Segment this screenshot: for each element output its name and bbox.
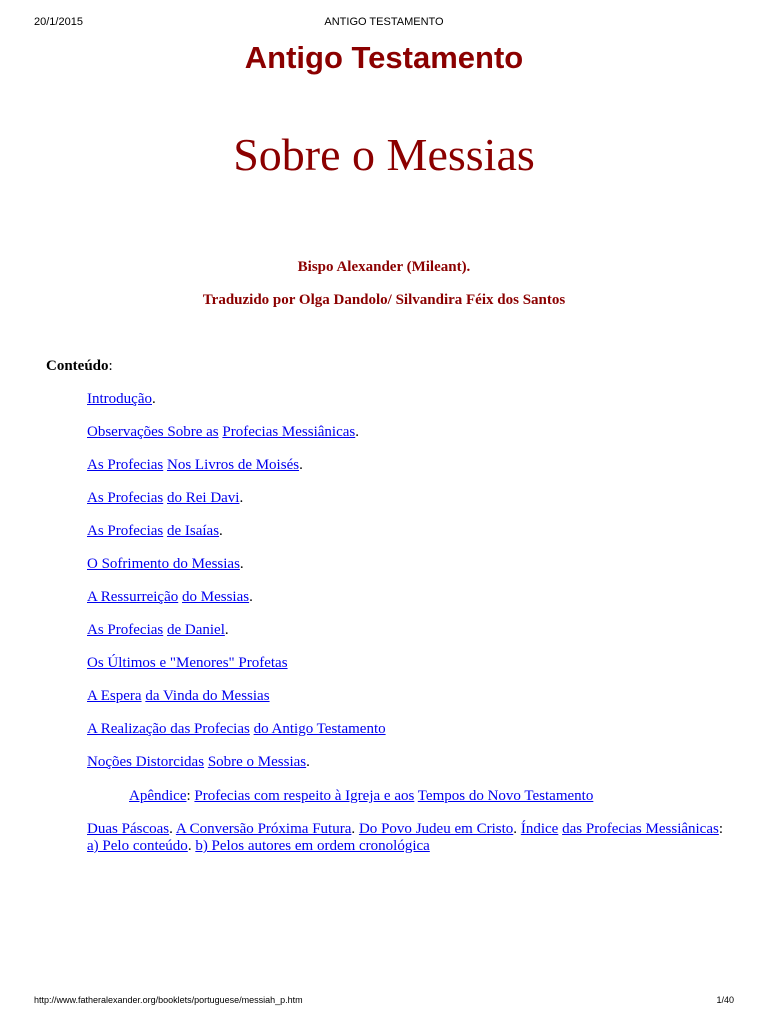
toc-entry: [87, 589, 723, 606]
toc-entry: [87, 655, 723, 672]
toc-punctuation: .: [239, 490, 244, 506]
toc-punctuation: .: [187, 838, 196, 854]
toc-link[interactable]: de Isaías: [166, 523, 220, 539]
toc-link[interactable]: Sobre o Messias: [207, 754, 307, 770]
toc-link[interactable]: Duas Páscoas: [87, 821, 170, 837]
toc-link[interactable]: Observações Sobre as: [87, 424, 219, 440]
toc-punctuation: .: [151, 391, 156, 407]
toc-link[interactable]: Do Povo Judeu em Cristo: [358, 821, 514, 837]
toc-link[interactable]: Apêndice: [129, 788, 187, 804]
toc-punctuation: .: [513, 821, 521, 837]
toc-link[interactable]: a) Pelo conteúdo: [87, 838, 188, 854]
toc-entry: [87, 721, 723, 738]
toc-link[interactable]: Profecias com respeito à Igreja e aos: [194, 788, 415, 804]
toc-link[interactable]: b) Pelos autores em ordem cronológica: [195, 838, 430, 854]
toc-link[interactable]: de Daniel: [166, 622, 225, 638]
contents-colon: :: [108, 358, 113, 374]
toc-link[interactable]: A Conversão Próxima Futura: [175, 821, 352, 837]
toc-entry: [87, 556, 723, 573]
author: Bispo Alexander (Mileant).: [297, 259, 471, 275]
toc-link[interactable]: Índice: [520, 821, 559, 837]
toc-link[interactable]: O Sofrimento do Messias: [87, 556, 240, 572]
toc-punctuation: .: [249, 589, 253, 605]
toc-punctuation: :: [186, 788, 195, 804]
translator: Traduzido por Olga Dandolo/ Silvandira Féix dos Santos: [202, 292, 566, 308]
toc-link[interactable]: do Rei Davi: [166, 490, 240, 506]
toc-link[interactable]: A Ressurreição: [87, 589, 179, 605]
toc-link[interactable]: das Profecias Messiânicas: [562, 821, 719, 837]
toc-punctuation: .: [224, 622, 229, 638]
toc-link[interactable]: As Profecias: [87, 523, 164, 539]
toc-punctuation: .: [169, 821, 176, 837]
toc-link[interactable]: A Realização das Profecias: [87, 721, 250, 737]
toc-punctuation: .: [299, 457, 303, 473]
toc-link[interactable]: Tempos do Novo Testamento: [417, 788, 594, 804]
page-number: 1/40: [716, 995, 734, 1005]
toc-entry: [87, 688, 723, 705]
toc-entry: [87, 490, 723, 507]
toc-link[interactable]: Profecias Messiânicas: [222, 424, 356, 440]
toc-entry: [129, 788, 729, 805]
toc-entry: [87, 457, 723, 474]
toc-link[interactable]: A Espera: [87, 688, 142, 704]
toc-entry: [87, 523, 723, 540]
toc-link[interactable]: Nos Livros de Moisés: [166, 457, 300, 473]
toc-link[interactable]: As Profecias: [87, 490, 164, 506]
contents-label: Conteúdo: [46, 358, 109, 374]
toc-link[interactable]: do Antigo Testamento: [253, 721, 386, 737]
toc-link[interactable]: As Profecias: [87, 457, 164, 473]
toc-entry: [87, 424, 723, 441]
toc-link[interactable]: Os Últimos e "Menores" Profetas: [87, 655, 288, 671]
toc-entry: [87, 391, 723, 408]
toc-link[interactable]: As Profecias: [87, 622, 164, 638]
main-title: Antigo Testamento: [244, 40, 524, 75]
footer-url: http://www.fatheralexander.org/booklets/portuguese/messiah_p.htm: [34, 995, 303, 1005]
subtitle: Sobre o Messias: [233, 129, 535, 180]
toc-punctuation: .: [219, 523, 223, 539]
toc-punctuation: .: [355, 424, 360, 440]
print-date: 20/1/2015: [34, 16, 83, 28]
toc-punctuation: .: [306, 754, 310, 770]
toc-punctuation: .: [239, 556, 244, 572]
toc-punctuation: :: [718, 821, 724, 837]
toc-link[interactable]: Introdução: [87, 391, 152, 407]
toc-punctuation: .: [351, 821, 359, 837]
toc-entry: [87, 821, 723, 855]
toc-entry: [87, 622, 723, 639]
toc-link[interactable]: Noções Distorcidas: [87, 754, 205, 770]
toc-entry: [87, 754, 723, 771]
contents-heading: [46, 358, 113, 375]
toc-link[interactable]: da Vinda do Messias: [145, 688, 270, 704]
print-header-title: ANTIGO TESTAMENTO: [324, 16, 444, 28]
toc-link[interactable]: do Messias: [181, 589, 250, 605]
